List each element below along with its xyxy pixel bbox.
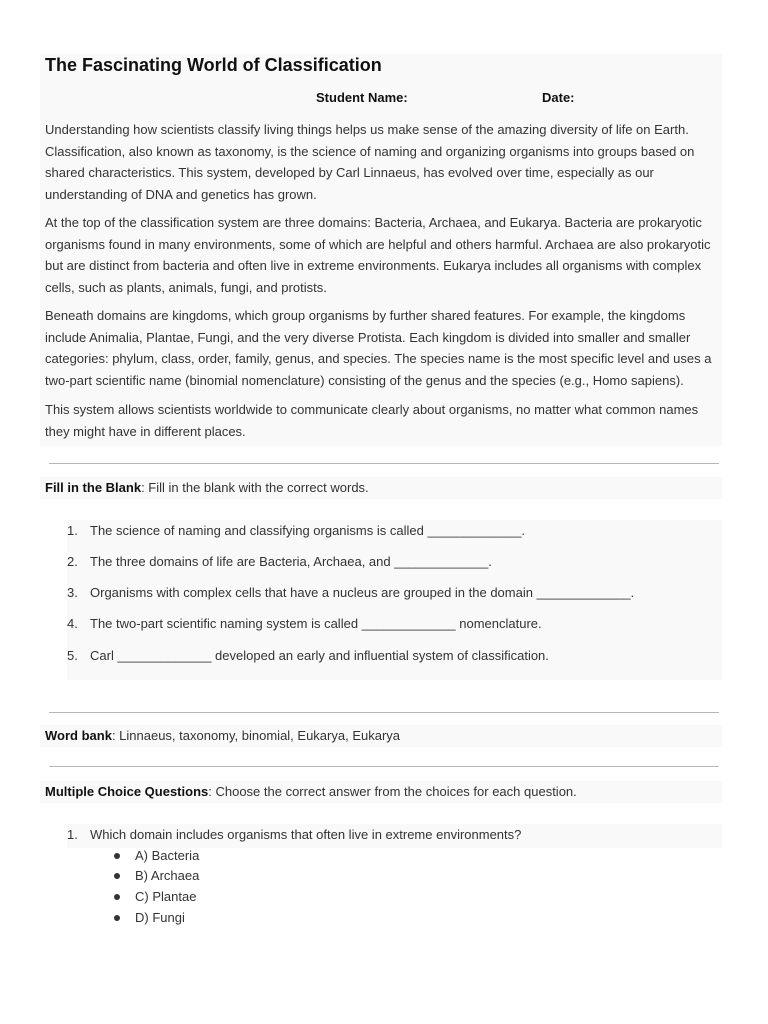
- date-label: Date:: [542, 90, 575, 105]
- multiple-choice-heading: [45, 783, 577, 801]
- question-text: Carl _____________ developed an early and influential system of classification.: [90, 648, 549, 663]
- answer-option: [114, 867, 199, 885]
- question-number: 5.: [67, 648, 78, 663]
- intro-paragraph-4: This system allows scientists worldwide to communicate clearly about organisms, no matter what common names they might have in different places.: [45, 402, 699, 439]
- question-text: The two-part scientific naming system is called _____________ nomenclature.: [90, 616, 542, 631]
- question-number: 4.: [67, 616, 78, 631]
- intro-paragraph-3: Beneath domains are kingdoms, which group organisms by further shared features. For example, the kingdoms include Animalia, Plantae, Fungi, and the very diverse Protista. Each kingdom is divided into smaller and smaller categories: phylum, class, order, family, genus, and species. The species name is the most specific level and uses a two-part scientific name (binomial nomenclature) consisting of the genus and the species (e.g., Homo sapiens).: [45, 308, 712, 388]
- question-text: The three domains of life are Bacteria, Archaea, and _____________.: [90, 554, 492, 569]
- fill-in-blank-instructions: : Fill in the blank with the correct words.: [141, 480, 369, 495]
- fill-question-item: [67, 615, 542, 633]
- option-text: D) Fungi: [135, 910, 185, 925]
- question-text: The science of naming and classifying organisms is called _____________.: [90, 523, 526, 538]
- fill-in-blank-heading: [45, 479, 369, 497]
- fill-in-blank-title: Fill in the Blank: [45, 480, 142, 495]
- divider: [49, 712, 719, 713]
- bullet-icon: [114, 894, 120, 900]
- word-bank-words: : Linnaeus, taxonomy, binomial, Eukarya, Eukarya: [111, 728, 401, 743]
- word-bank-title: Word bank: [45, 728, 112, 743]
- intro-paragraph-1: Understanding how scientists classify living things helps us make sense of the amazing diversity of life on Earth. Classification, also known as taxonomy, is the science of naming and organizing organisms into groups based on shared characteristics. This system, developed by Carl Linnaeus, has evolved over time, especially as our understanding of DNA and genetics has grown.: [45, 122, 695, 202]
- page-title: The Fascinating World of Classification: [45, 55, 382, 75]
- student-name-label: Student Name:: [316, 90, 408, 105]
- answer-option: [114, 888, 196, 906]
- fill-question-item: [67, 647, 549, 665]
- option-text: B) Archaea: [135, 868, 200, 883]
- intro-paragraph-2: At the top of the classification system are three domains: Bacteria, Archaea, and Eukarya. Bacteria are prokaryotic organisms found in many environments, some of which are helpful and others harmful. Archaea are also prokaryotic but are distinct from bacteria and often live in extreme environments. Eukarya includes all organisms with complex cells, such as plants, animals, fungi, and protists.: [45, 215, 711, 295]
- answer-option: [114, 909, 185, 927]
- student-info-row: [0, 90, 768, 108]
- question-text: Organisms with complex cells that have a nucleus are grouped in the domain _____________.: [90, 585, 635, 600]
- fill-question-item: [67, 522, 525, 540]
- option-text: A) Bacteria: [135, 848, 200, 863]
- bullet-icon: [114, 853, 120, 859]
- answer-option: [114, 847, 199, 865]
- question-number: 1.: [67, 523, 78, 538]
- question-number: 1.: [67, 827, 78, 842]
- multiple-choice-instructions: : Choose the correct answer from the choices for each question.: [208, 784, 577, 799]
- mc-question-item: [67, 826, 521, 844]
- fill-question-item: [67, 553, 492, 571]
- question-number: 3.: [67, 585, 78, 600]
- divider: [49, 766, 719, 767]
- question-number: 2.: [67, 554, 78, 569]
- option-text: C) Plantae: [135, 889, 197, 904]
- multiple-choice-title: Multiple Choice Questions: [45, 784, 209, 799]
- fill-question-item: [67, 584, 634, 602]
- question-text: Which domain includes organisms that often live in extreme environments?: [90, 827, 522, 842]
- divider: [49, 463, 719, 464]
- bullet-icon: [114, 915, 120, 921]
- bullet-icon: [114, 873, 120, 879]
- word-bank: [45, 727, 400, 745]
